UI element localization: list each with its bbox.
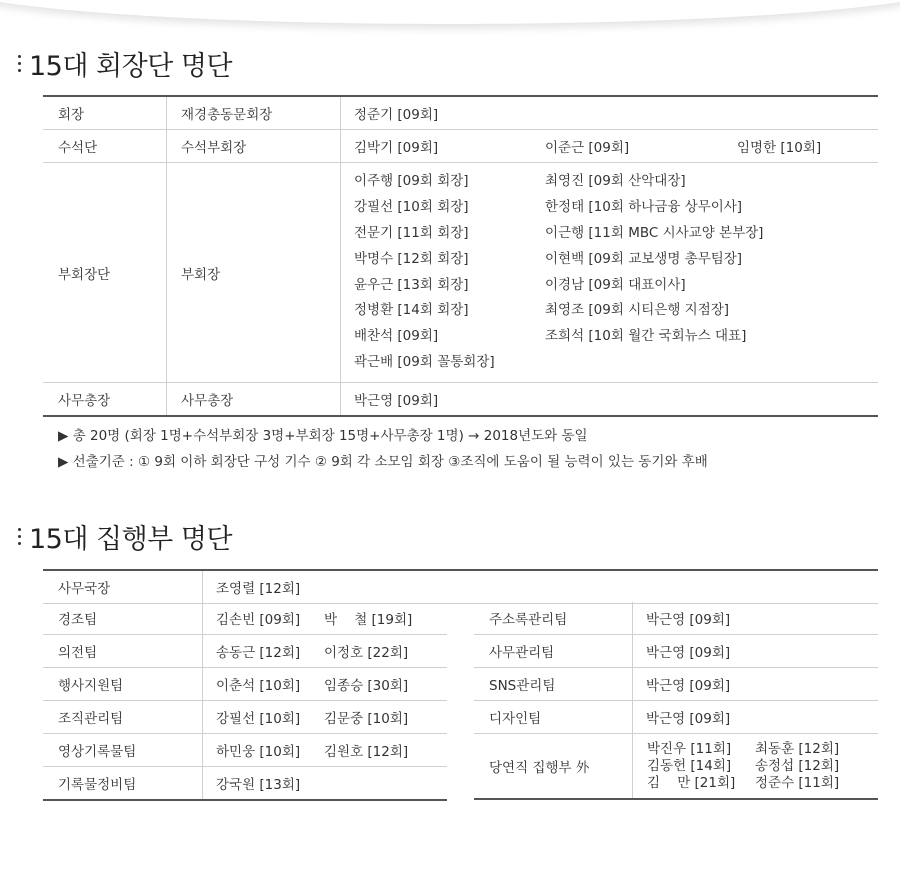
table-row — [474, 668, 878, 701]
team-member: 박근영 [09회] — [633, 602, 879, 635]
row-label: 회장 — [43, 96, 167, 130]
senior-names — [341, 130, 879, 163]
team-member: 조영렬 [12회] — [216, 581, 301, 597]
row-position: 재경총동문회장 — [167, 96, 341, 130]
row-name: 박근영 [09회] — [354, 393, 439, 409]
team-member: 박근영 [09회] — [633, 668, 879, 701]
list-item: 조희석 [10회 월간 국회뉴스 대표] — [545, 328, 747, 345]
table-row — [43, 701, 447, 734]
row-label: 부회장단 — [43, 163, 167, 383]
list-item: 배찬석 [09회] — [354, 328, 439, 345]
team-label: 영상기록물팀 — [43, 734, 203, 767]
table-row — [474, 701, 878, 734]
vice-names — [341, 163, 879, 383]
team-label: 사무관리팀 — [474, 635, 633, 668]
vice-col-2 — [545, 169, 763, 375]
table-row — [43, 734, 447, 767]
secretariat-table — [43, 569, 878, 604]
list-item: 이주행 [09회 회장] — [354, 173, 469, 190]
list-item: 이근행 [11회 MBC 시사교양 본부장] — [545, 224, 764, 241]
list-item: 이현백 [09회 교보생명 총무팀장] — [545, 250, 743, 267]
row-position: 수석부회장 — [167, 130, 341, 163]
row-position: 사무총장 — [167, 383, 341, 417]
leadership-notes — [58, 423, 708, 475]
team-member: 박근영 [09회] — [633, 635, 879, 668]
row-name: 정준기 [09회] — [341, 96, 879, 130]
vice-col-1 — [354, 169, 545, 375]
section-title-text: 15대 회장단 명단 — [29, 51, 233, 82]
senior-name: 김박기 [09회] — [354, 140, 439, 156]
table-row — [43, 163, 878, 383]
team-member: 이춘석 [10회] — [216, 678, 301, 694]
team-member: 하민웅 [10회] — [216, 744, 301, 760]
list-item: 강필선 [10회 회장] — [354, 199, 469, 216]
row-position: 부회장 — [167, 163, 341, 383]
team-member: 김 만 [21회] — [647, 774, 736, 791]
team-member: 김동헌 [14회] — [647, 757, 732, 774]
team-label: SNS관리팀 — [474, 668, 633, 701]
team-member: 박 철 [19회] — [324, 612, 413, 628]
team-label: 당연직 집행부 外 — [474, 734, 633, 800]
list-item: 전문기 [11회 회장] — [354, 224, 469, 241]
team-member: 강국원 [13회] — [216, 777, 301, 793]
team-label: 의전팀 — [43, 635, 203, 668]
list-item: 박명수 [12회 회장] — [354, 250, 469, 267]
team-label: 디자인팀 — [474, 701, 633, 734]
top-decorative-arc — [0, 0, 900, 25]
table-row — [43, 96, 878, 130]
table-row — [43, 130, 878, 163]
list-item: 곽근배 [09회 꼴통회장] — [354, 353, 495, 370]
team-member: 김원호 [12회] — [324, 744, 409, 760]
exec-table-left — [43, 602, 447, 801]
team-label: 기록물정비팀 — [43, 767, 203, 801]
section-title-leadership — [18, 44, 232, 83]
team-member: 김문중 [10회] — [324, 711, 409, 727]
team-member: 정준수 [11회] — [755, 774, 840, 791]
team-member: 송동근 [12회] — [216, 645, 301, 661]
table-row — [43, 602, 447, 635]
section-title-executive — [18, 517, 232, 556]
table-row — [474, 734, 878, 800]
list-item: 한정태 [10회 하나금융 상무이사] — [545, 199, 743, 216]
senior-name: 이준근 [09회] — [545, 140, 630, 156]
table-row — [43, 767, 447, 801]
team-member: 박근영 [09회] — [633, 701, 879, 734]
table-row — [474, 635, 878, 668]
leadership-table — [43, 95, 878, 417]
list-item: 최영조 [09회 시티은행 지점장] — [545, 302, 730, 319]
team-label: 경조팀 — [43, 602, 203, 635]
exofficio-members — [633, 734, 879, 800]
table-row — [43, 668, 447, 701]
team-label: 주소록관리팀 — [474, 602, 633, 635]
table-row — [474, 602, 878, 635]
list-item: 이경남 [09회 대표이사] — [545, 276, 686, 293]
dots-icon — [18, 55, 21, 72]
team-member: 김손빈 [09회] — [216, 612, 301, 628]
dots-icon — [18, 528, 21, 545]
senior-name: 임명한 [10회] — [737, 140, 822, 156]
team-member: 강필선 [10회] — [216, 711, 301, 727]
table-row — [43, 383, 878, 417]
team-label: 사무국장 — [43, 570, 203, 604]
team-member: 송정섭 [12회] — [755, 757, 840, 774]
table-row — [43, 635, 447, 668]
list-item: 정병환 [14회 회장] — [354, 302, 469, 319]
list-item: 윤우근 [13회 회장] — [354, 276, 469, 293]
note-total: ▶ 총 20명 (회장 1명+수석부회장 3명+부회장 15명+사무총장 1명) → 2018년도와 동일 — [58, 428, 588, 444]
row-label: 사무총장 — [43, 383, 167, 417]
section-title-text: 15대 집행부 명단 — [29, 524, 233, 555]
team-member: 최동훈 [12회] — [755, 740, 840, 757]
team-member: 이정호 [22회] — [324, 645, 409, 661]
row-label: 수석단 — [43, 130, 167, 163]
note-criteria: ▶ 선출기준 : ① 9회 이하 회장단 구성 기수 ② 9회 각 소모임 회장 ③조직에 도움이 될 능력이 있는 동기와 후배 — [58, 454, 708, 470]
exec-table-right — [474, 602, 878, 800]
team-member: 박진우 [11회] — [647, 740, 732, 757]
team-member: 임종승 [30회] — [324, 678, 409, 694]
team-label: 조직관리팀 — [43, 701, 203, 734]
team-label: 행사지원팀 — [43, 668, 203, 701]
list-item: 최영진 [09회 산악대장] — [545, 173, 686, 190]
table-row — [43, 570, 878, 604]
